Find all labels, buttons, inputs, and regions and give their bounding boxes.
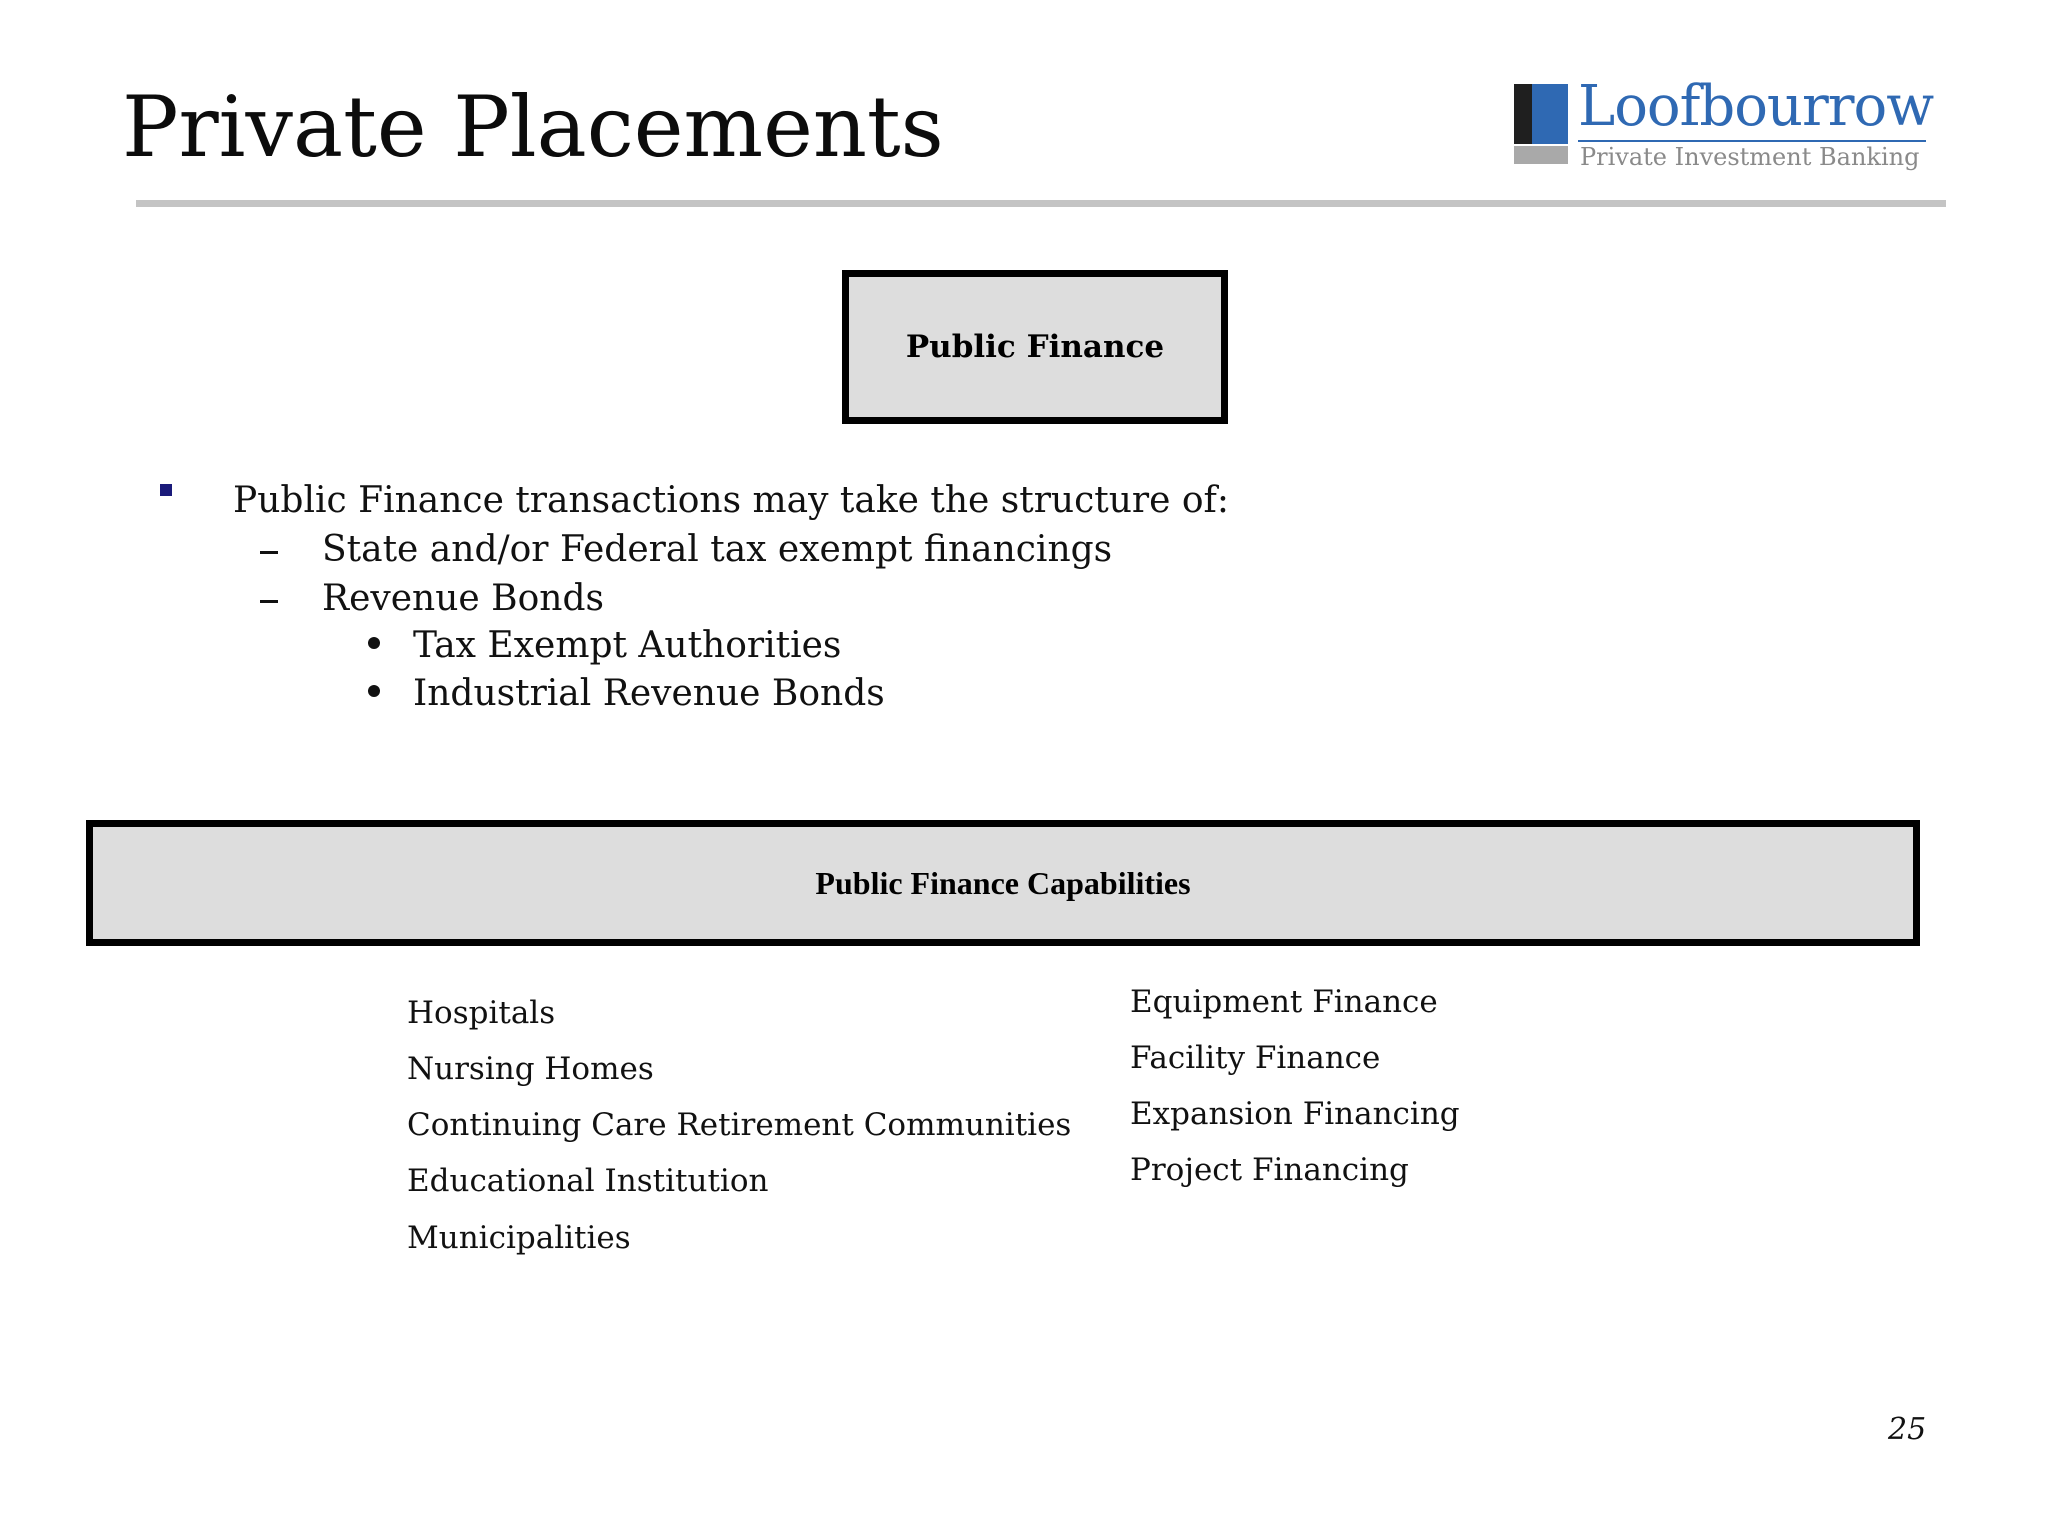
page-title: Private Placements: [122, 78, 944, 176]
logo-name: Loofbourrow: [1578, 74, 1934, 139]
subsub-bullet: Tax Exempt Authorities: [413, 625, 842, 666]
logo-mark-icon: [1514, 84, 1570, 166]
round-bullet-icon: [368, 637, 380, 649]
capability-left-item: Municipalities: [407, 1220, 631, 1256]
capability-right-item: Facility Finance: [1130, 1040, 1381, 1076]
subsub-bullet: Industrial Revenue Bonds: [413, 673, 885, 714]
capability-right-item: Expansion Financing: [1130, 1096, 1460, 1132]
round-bullet-icon: [368, 685, 380, 697]
sub-bullet: State and/or Federal tax exempt financings: [322, 529, 1113, 570]
capability-right-item: Project Financing: [1130, 1152, 1409, 1188]
capability-left-item: Hospitals: [407, 995, 556, 1031]
bullet-main: Public Finance transactions may take the structure of:: [233, 480, 1230, 521]
public-finance-box: [842, 270, 1228, 424]
logo-tagline: Private Investment Banking: [1580, 143, 1920, 171]
capability-left-item: Nursing Homes: [407, 1051, 654, 1087]
public-finance-label: Public Finance: [905, 329, 1165, 365]
dash-bullet-icon: [260, 551, 278, 554]
capability-left-item: Educational Institution: [407, 1163, 769, 1199]
square-bullet-icon: [160, 484, 172, 496]
capabilities-header: Public Finance Capabilities: [815, 864, 1191, 901]
capabilities-box: [86, 820, 1920, 946]
header-divider: [136, 200, 1946, 207]
capability-left-item: Continuing Care Retirement Communities: [407, 1107, 1072, 1143]
company-logo: [1514, 74, 1934, 172]
dash-bullet-icon: [260, 600, 278, 603]
page-number: 25: [1888, 1412, 1927, 1447]
capability-right-item: Equipment Finance: [1130, 984, 1438, 1020]
sub-bullet: Revenue Bonds: [322, 578, 605, 619]
